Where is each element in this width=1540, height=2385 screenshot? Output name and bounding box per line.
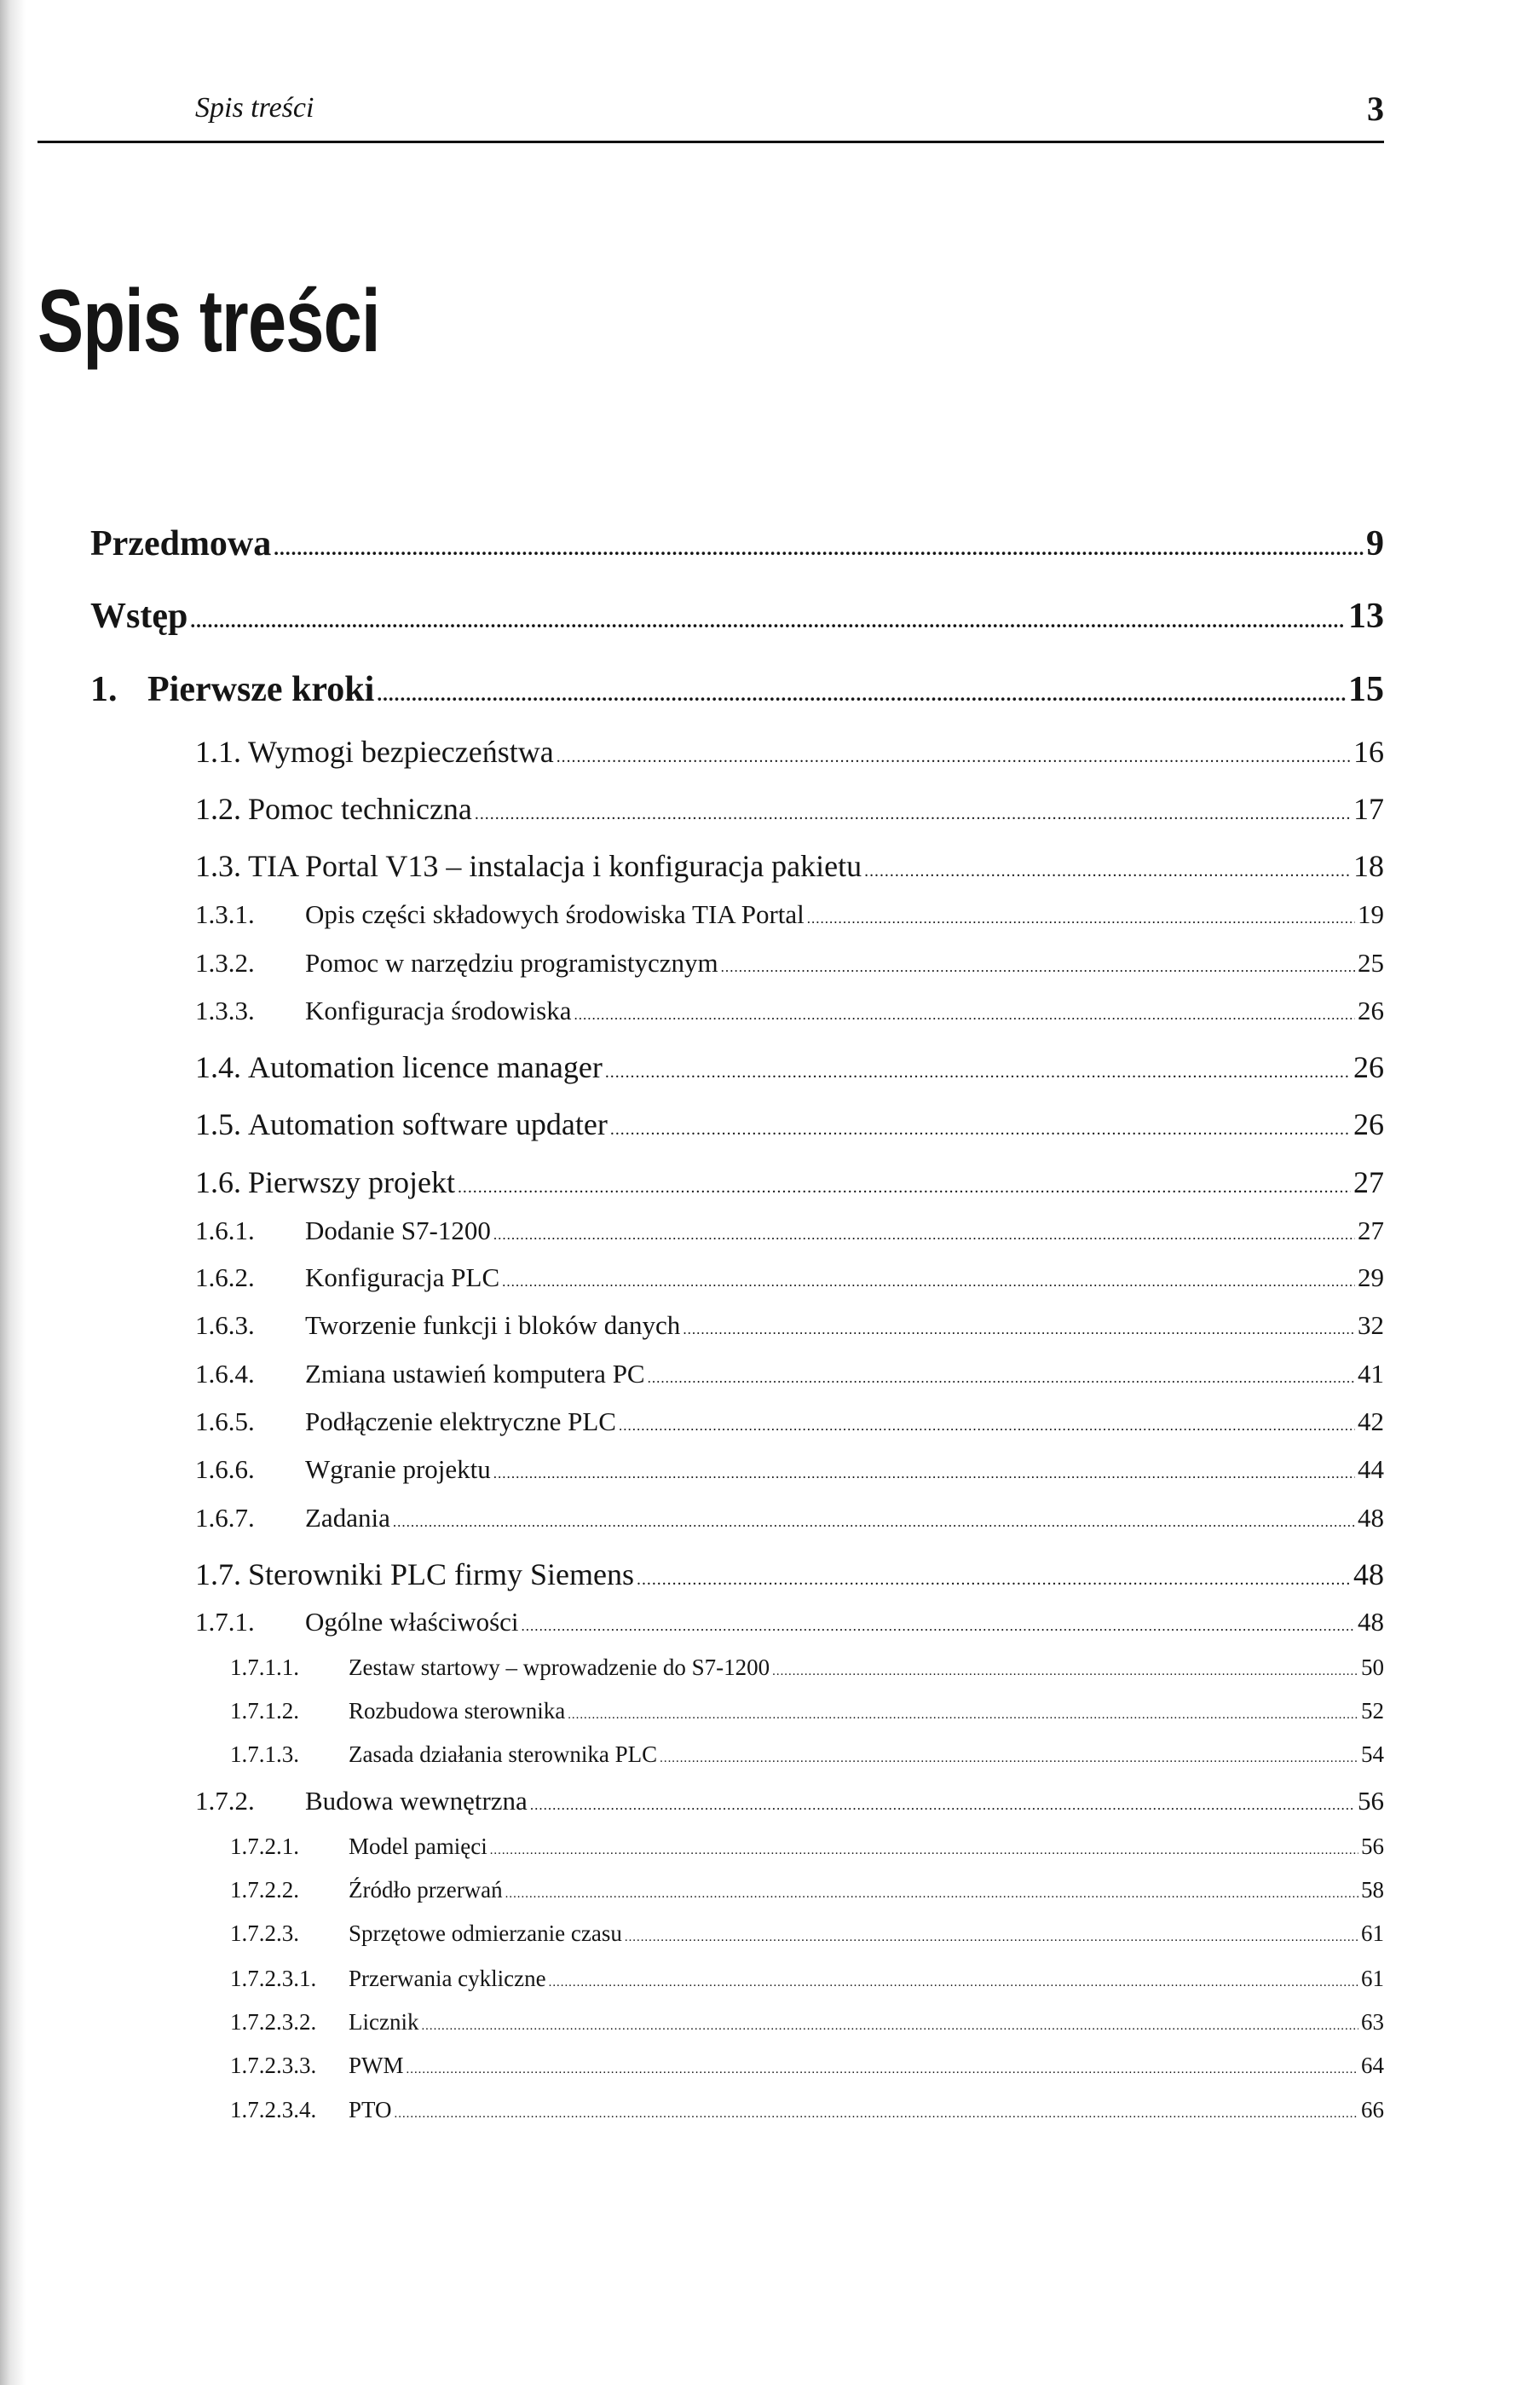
toc-entry-page: 66: [1361, 2097, 1384, 2122]
toc-entry: [90, 523, 1384, 564]
toc-entry: [195, 1216, 1384, 1246]
dot-leader: [625, 1920, 1358, 1947]
toc-entry: [230, 1654, 1384, 1681]
toc-entry-number: 1.: [90, 670, 118, 709]
dot-leader: [493, 1216, 1355, 1246]
dot-leader: [502, 1262, 1355, 1293]
toc-entry: [195, 899, 1384, 930]
toc-entry-page: 16: [1353, 735, 1384, 769]
toc-entry-page: 41: [1358, 1359, 1384, 1389]
toc-entry-title: Budowa wewnętrzna: [305, 1786, 528, 1816]
toc-entry-number: 1.2.: [195, 792, 241, 826]
page-number: 3: [1367, 90, 1384, 128]
toc-entry: [230, 1966, 1384, 1992]
toc-entry-number: 1.6.7.: [195, 1503, 255, 1533]
toc-entry-page: 61: [1361, 1966, 1384, 1991]
dot-leader: [648, 1359, 1355, 1389]
toc-entry: [195, 948, 1384, 979]
toc-entry-page: 61: [1361, 1920, 1384, 1946]
running-header-title: Spis treści: [195, 92, 314, 124]
toc-entry-page: 19: [1358, 899, 1384, 929]
toc-entry: [230, 1741, 1384, 1768]
dot-leader: [493, 1454, 1355, 1485]
dot-leader: [395, 2097, 1358, 2123]
dot-leader: [549, 1966, 1358, 1992]
scan-edge-shadow: [0, 0, 26, 2385]
dot-leader: [864, 848, 1351, 884]
toc-entry: [90, 596, 1384, 637]
toc-entry-page: 56: [1358, 1786, 1384, 1816]
toc-entry-page: 48: [1353, 1557, 1384, 1591]
dot-leader: [619, 1406, 1355, 1437]
dot-leader: [274, 523, 1364, 564]
toc-entry-page: 56: [1361, 1834, 1384, 1859]
toc-entry: [230, 1834, 1384, 1860]
dot-leader: [557, 734, 1351, 770]
toc-entry: [230, 1698, 1384, 1724]
toc-entry-number: 1.7.2.2.: [230, 1877, 299, 1903]
toc-entry-title: Wymogi bezpieczeństwa: [248, 735, 554, 769]
toc-entry-page: 42: [1358, 1406, 1384, 1436]
toc-entry-number: 1.6.1.: [195, 1216, 255, 1245]
toc-entry-page: 15: [1348, 670, 1384, 709]
toc-entry: [195, 1454, 1384, 1485]
toc-entry-title: Pomoc techniczna: [248, 792, 472, 826]
dot-leader: [393, 1503, 1355, 1533]
toc-entry-page: 63: [1361, 2009, 1384, 2035]
toc-entry-number: 1.3.1.: [195, 899, 255, 929]
dot-leader: [377, 669, 1346, 710]
toc-entry-page: 18: [1353, 849, 1384, 883]
dot-leader: [610, 1106, 1351, 1142]
toc-entry-number: 1.7.2.3.2.: [230, 2009, 317, 2035]
dot-leader: [772, 1654, 1358, 1681]
toc-entry-title: Konfiguracja środowiska: [305, 996, 572, 1025]
toc-entry-number: 1.1.: [195, 735, 241, 769]
toc-entry-title: Zadania: [305, 1503, 390, 1533]
toc-entry-number: 1.7.2.3.3.: [230, 2053, 317, 2078]
toc-entry-title: Automation software updater: [248, 1107, 608, 1141]
toc-entry-page: 27: [1358, 1216, 1384, 1245]
toc-entry: [195, 734, 1384, 770]
toc-entry: [195, 1503, 1384, 1533]
dot-leader: [568, 1698, 1358, 1724]
toc-entry-title: Sprzętowe odmierzanie czasu: [349, 1920, 622, 1946]
toc-entry-title: Konfiguracja PLC: [305, 1262, 500, 1292]
header-rule: [37, 141, 1384, 143]
toc-entry-title: Wgranie projektu: [305, 1454, 491, 1484]
toc-entry: [195, 1106, 1384, 1142]
toc-entry-number: 1.7.2.1.: [230, 1834, 299, 1859]
dot-leader: [421, 2009, 1358, 2036]
toc-entry-title: Licznik: [349, 2009, 419, 2035]
dot-leader: [721, 948, 1355, 979]
toc-entry-number: 1.3.: [195, 849, 241, 883]
toc-entry-title: PWM: [349, 2053, 404, 2078]
dot-leader: [190, 596, 1346, 637]
toc-entry-page: 52: [1361, 1698, 1384, 1724]
toc-entry-page: 54: [1361, 1741, 1384, 1767]
toc-entry: [195, 1607, 1384, 1637]
page-title: Spis treści: [37, 272, 380, 371]
toc-entry-title: Zmiana ustawień komputera PC: [305, 1359, 645, 1389]
dot-leader: [807, 899, 1355, 930]
toc-entry-page: 25: [1358, 948, 1384, 978]
toc-entry-number: 1.3.3.: [195, 996, 255, 1025]
dot-leader: [490, 1834, 1358, 1860]
dot-leader: [407, 2053, 1358, 2079]
toc-entry-number: 1.7.2.3.: [230, 1920, 299, 1946]
toc-entry-title: Wstęp: [90, 597, 188, 636]
toc-entry-page: 13: [1348, 597, 1384, 636]
toc-entry-page: 26: [1353, 1050, 1384, 1084]
toc-entry-page: 26: [1353, 1107, 1384, 1141]
toc-entry: [230, 2097, 1384, 2123]
toc-entry: [195, 1556, 1384, 1592]
toc-entry-title: Źródło przerwań: [349, 1877, 503, 1903]
toc-entry-title: Pomoc w narzędziu programistycznym: [305, 948, 718, 978]
toc-entry: [195, 791, 1384, 827]
toc-entry-title: Rozbudowa sterownika: [349, 1698, 566, 1724]
toc-entry-page: 58: [1361, 1877, 1384, 1903]
toc-entry-title: PTO: [349, 2097, 392, 2122]
toc-entry-page: 27: [1353, 1165, 1384, 1199]
toc-entry-title: Podłączenie elektryczne PLC: [305, 1406, 616, 1436]
toc-entry: [195, 996, 1384, 1026]
dot-leader: [637, 1556, 1351, 1592]
toc-entry-page: 50: [1361, 1654, 1384, 1680]
toc-entry: [195, 1310, 1384, 1341]
toc-entry-number: 1.7.2.: [195, 1786, 255, 1816]
toc-entry-title: Przedmowa: [90, 524, 272, 563]
dot-leader: [660, 1741, 1358, 1768]
toc-entry-number: 1.3.2.: [195, 948, 255, 978]
toc-entry-number: 1.7.1.3.: [230, 1741, 299, 1767]
toc-entry-number: 1.6.2.: [195, 1262, 255, 1292]
toc-entry-title: Opis części składowych środowiska TIA Portal: [305, 899, 805, 929]
toc-entry: [230, 2009, 1384, 2036]
toc-entry-page: 32: [1358, 1310, 1384, 1340]
toc-entry-page: 26: [1358, 996, 1384, 1025]
toc-entry: [195, 1262, 1384, 1293]
toc-entry-number: 1.6.5.: [195, 1406, 255, 1436]
dot-leader: [522, 1607, 1355, 1637]
toc-entry: [195, 1164, 1384, 1200]
toc-entry-title: TIA Portal V13 – instalacja i konfiguracja pakietu: [248, 849, 862, 883]
toc-entry: [90, 669, 1384, 710]
dot-leader: [505, 1877, 1358, 1903]
dot-leader: [530, 1786, 1355, 1816]
toc-entry-title: Automation licence manager: [248, 1050, 603, 1084]
toc-entry: [195, 1786, 1384, 1816]
toc-entry: [195, 1359, 1384, 1389]
dot-leader: [683, 1310, 1355, 1341]
toc-entry-page: 64: [1361, 2053, 1384, 2078]
toc-entry: [195, 848, 1384, 884]
dot-leader: [605, 1049, 1351, 1085]
dot-leader: [475, 791, 1351, 827]
toc-entry-number: 1.4.: [195, 1050, 241, 1084]
toc-entry-number: 1.7.: [195, 1557, 241, 1591]
toc-entry-number: 1.6.6.: [195, 1454, 255, 1484]
dot-leader: [574, 996, 1356, 1026]
toc-entry-title: Zestaw startowy – wprowadzenie do S7-1200: [349, 1654, 770, 1680]
toc-entry-page: 29: [1358, 1262, 1384, 1292]
toc-entry-page: 48: [1358, 1503, 1384, 1533]
toc-entry-number: 1.6.3.: [195, 1310, 255, 1340]
toc-entry-number: 1.7.2.3.4.: [230, 2097, 317, 2122]
toc-entry-number: 1.6.: [195, 1165, 241, 1199]
toc-entry-number: 1.7.1.: [195, 1607, 255, 1637]
toc-entry: [230, 1877, 1384, 1903]
toc-entry-title: Sterowniki PLC firmy Siemens: [248, 1557, 634, 1591]
toc-entry: [195, 1406, 1384, 1437]
toc-entry-number: 1.7.1.1.: [230, 1654, 299, 1680]
toc-entry-number: 1.7.1.2.: [230, 1698, 299, 1724]
toc-entry-page: 44: [1358, 1454, 1384, 1484]
dot-leader: [458, 1164, 1351, 1200]
toc-entry-title: Dodanie S7-1200: [305, 1216, 491, 1245]
toc-entry-number: 1.6.4.: [195, 1359, 255, 1389]
toc-entry-title: Tworzenie funkcji i bloków danych: [305, 1310, 681, 1340]
toc-entry-title: Ogólne właściwości: [305, 1607, 519, 1637]
toc-entry-page: 9: [1366, 524, 1384, 563]
toc-entry: [230, 1920, 1384, 1947]
toc-entry-page: 17: [1353, 792, 1384, 826]
toc-entry: [230, 2053, 1384, 2079]
toc-entry-number: 1.5.: [195, 1107, 241, 1141]
toc-entry-title: Pierwsze kroki: [147, 670, 375, 709]
toc-entry: [195, 1049, 1384, 1085]
toc-entry-title: Przerwania cykliczne: [349, 1966, 546, 1991]
toc-entry-page: 48: [1358, 1607, 1384, 1637]
toc-entry-title: Pierwszy projekt: [248, 1165, 455, 1199]
toc-entry-title: Zasada działania sterownika PLC: [349, 1741, 658, 1767]
toc-entry-title: Model pamięci: [349, 1834, 487, 1859]
toc-entry-number: 1.7.2.3.1.: [230, 1966, 317, 1991]
